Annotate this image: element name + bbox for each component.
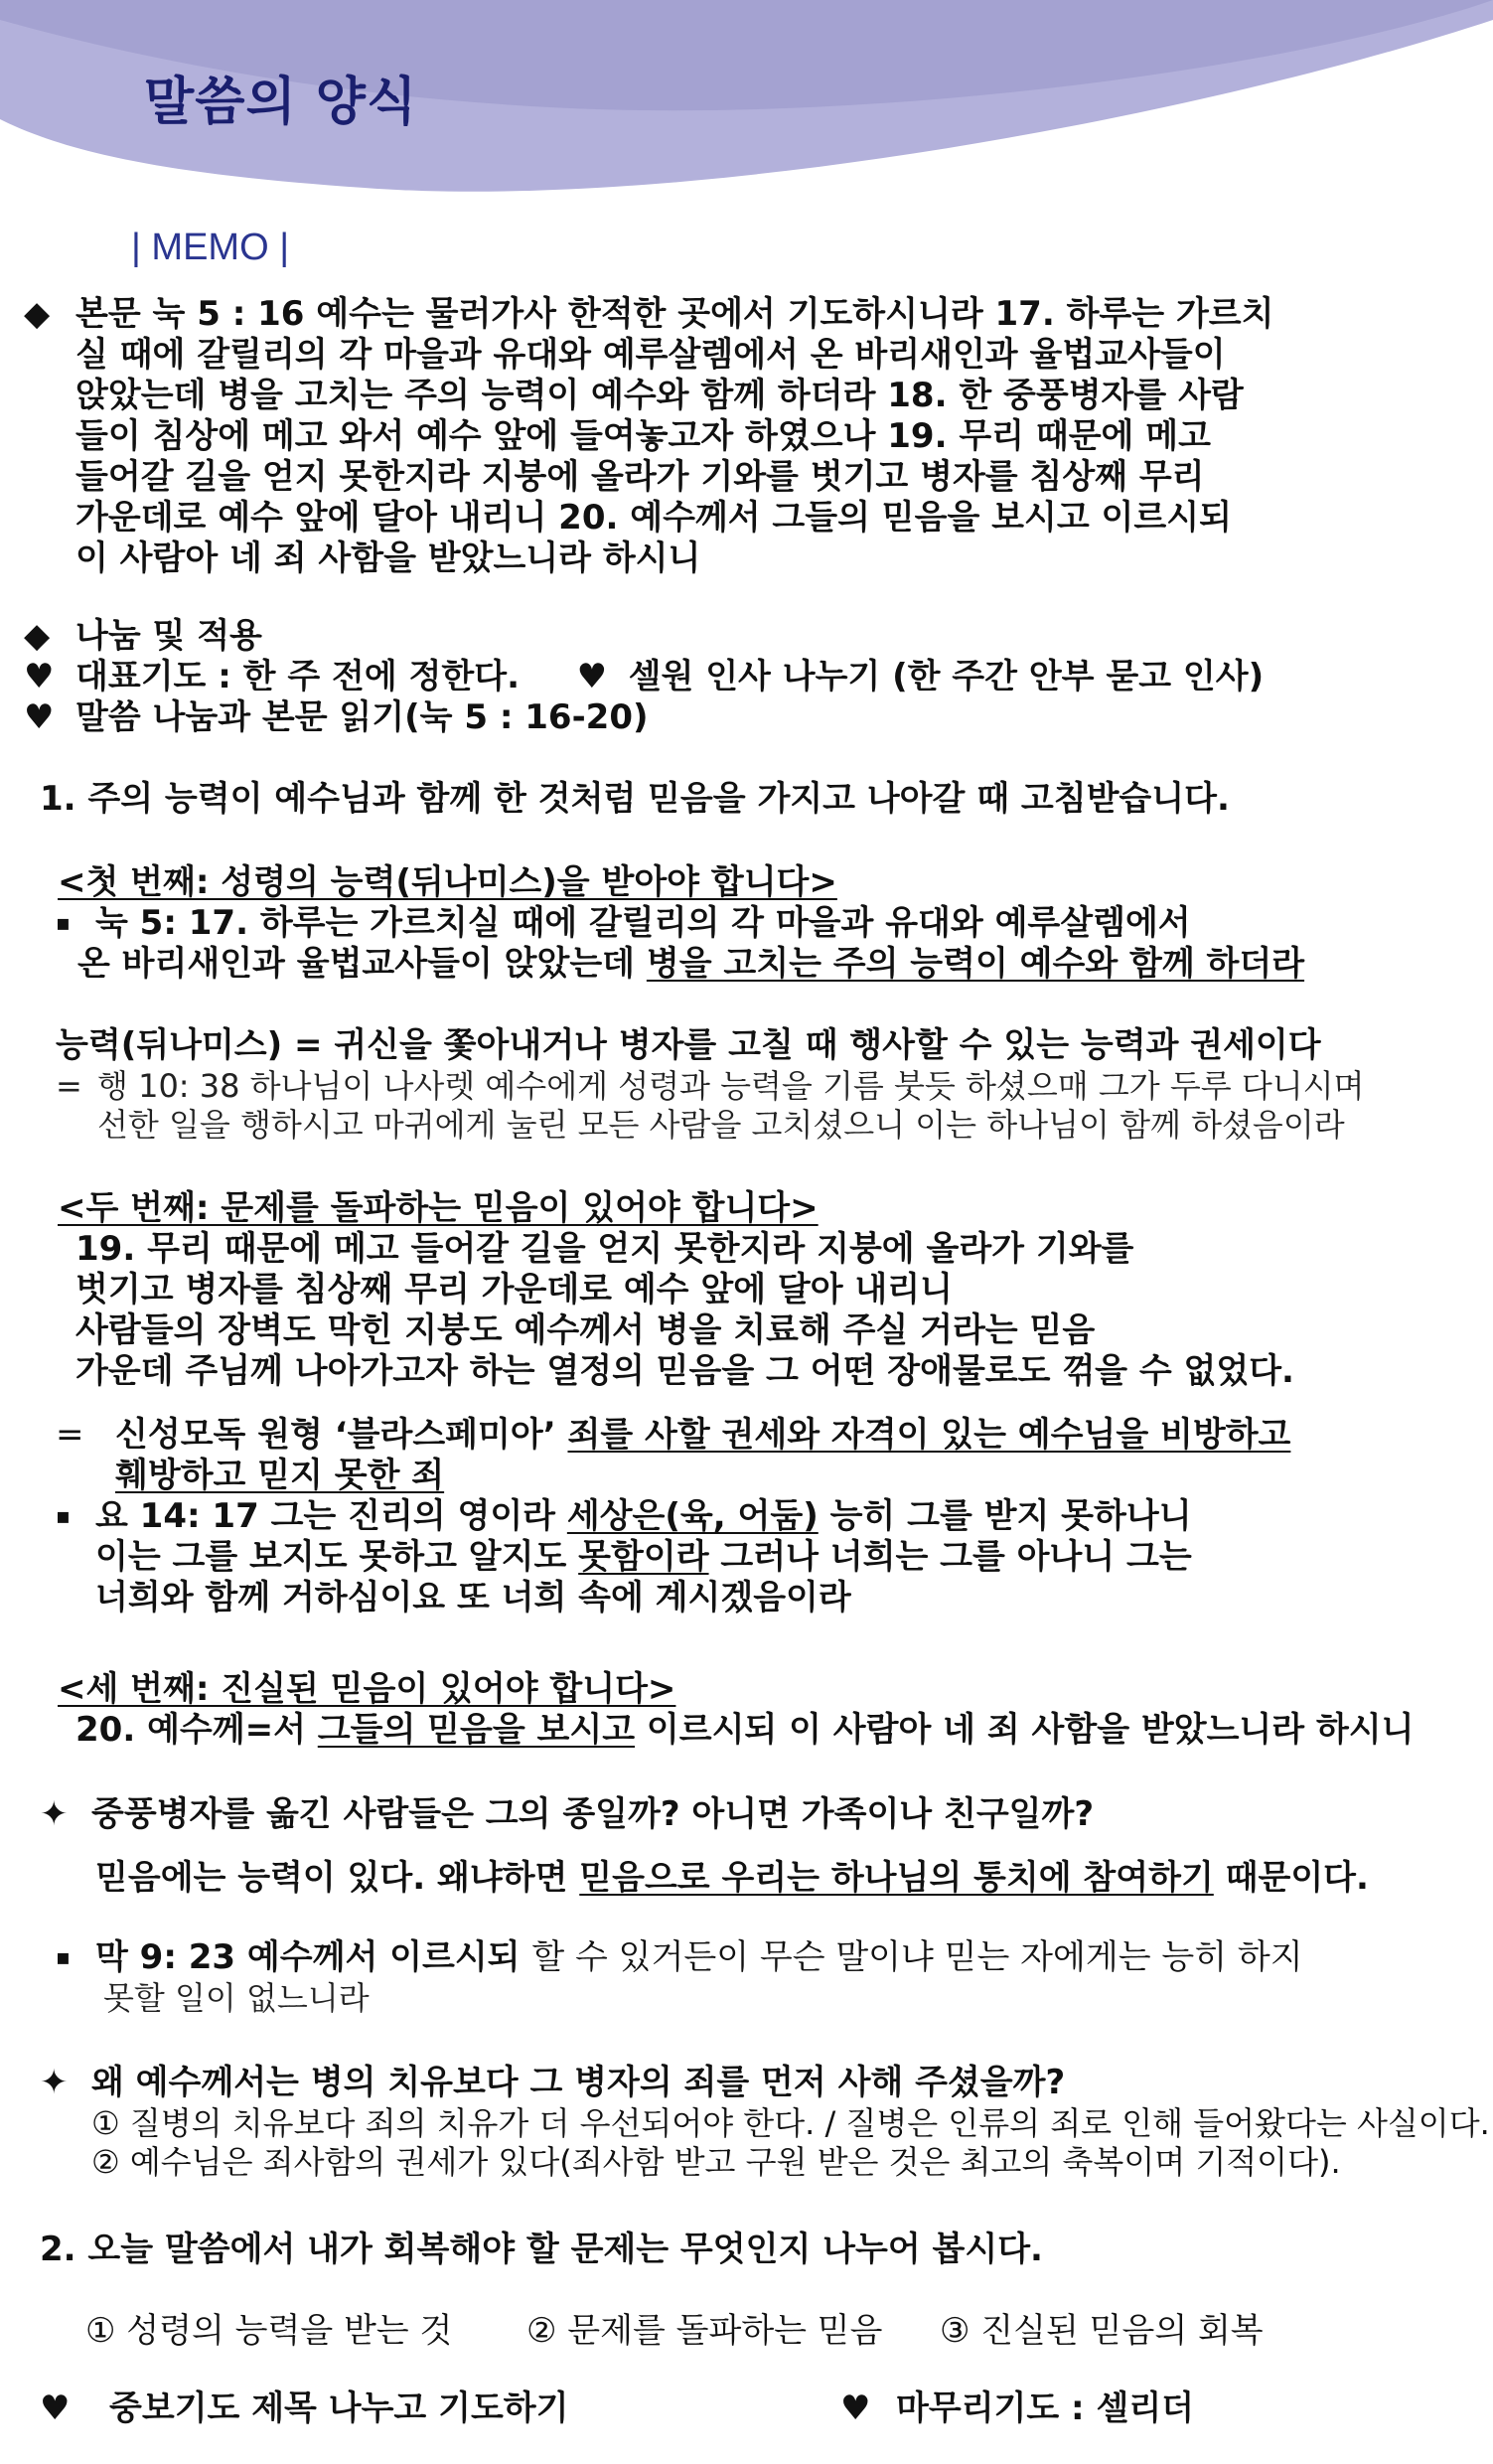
star-icon: ✦ [40,1794,69,1834]
prayer-line: ♥ 대표기도 : 한 주 전에 정한다. ♥ 셀원 인사 나누기 (한 주간 안부 묻고 인사) [24,657,1265,696]
equals-icon: = [56,1415,84,1455]
square-bullet-icon: ▪ [56,1945,71,1970]
luke-line-1: ▪ 눅 5: 17. 하루는 가르치실 때에 갈릴리의 각 마을과 유대와 예루살렘에서 [56,903,1191,943]
mark-line-1: ▪ 막 9: 23 예수께서 이르시되 할 수 있거든이 무슨 말이냐 믿는 자에게는 능히 하지 [56,1937,1303,1977]
option-2: ② 문제를 돌파하는 믿음 [526,2311,883,2351]
carriers-question: ✦ 중풍병자를 옮긴 사람들은 그의 종일까? 아니면 가족이나 친구일까? [40,1794,1095,1834]
second-heading: <두 번째: 문제를 돌파하는 믿음이 있어야 합니다> [58,1188,819,1228]
acts-line-1: = 행 10: 38 하나님이 나사렛 예수에게 성령과 능력을 기름 붓듯 하셨으매 그가 두루 다니시며 [56,1067,1365,1105]
heart-icon: ♥ [576,657,608,696]
memo-label: | MEMO | [131,227,290,268]
third-heading: <세 번째: 진실된 믿음이 있어야 합니다> [58,1669,676,1709]
word-share-line: ♥ 말씀 나눔과 본문 읽기(눅 5 : 16-20) [24,697,649,737]
john-line-2: 이는 그를 보지도 못하고 알지도 못함이라 그러나 너희는 그를 아나니 그는 [95,1537,1192,1577]
bonmun-line-2: 실 때에 갈릴리의 각 마을과 유대와 예루살렘에서 온 바리새인과 율법교사들이 [75,335,1226,375]
diamond-icon: ◆ [24,616,51,656]
answer-2: ② 예수님은 죄사함의 권세가 있다(죄사함 받고 구원 받은 것은 최고의 축복이며 기적이다). [91,2143,1341,2181]
mark-line-2: 못할 일이 없느니라 [103,1979,370,2017]
intercession-line: ♥ 중보기도 제목 나누고 기도하기 [40,2388,569,2428]
v19-line-1: 19. 무리 때문에 메고 들어갈 길을 얻지 못한지라 지붕에 올라가 기와를 [75,1229,1134,1269]
square-bullet-icon: ▪ [56,1504,71,1529]
bonmun-line-3: 앉았는데 병을 고치는 주의 능력이 예수와 함께 하더라 18. 한 중풍병자를 사람 [75,376,1244,415]
question-1: 1. 주의 능력이 예수님과 함께 한 것처럼 믿음을 가지고 나아갈 때 고침받습니다. [40,779,1230,819]
answer-1: ① 질병의 치유보다 죄의 치유가 더 우선되어야 한다. / 질병은 인류의 죄로 인해 들어왔다는 사실이다. [91,2104,1490,2142]
bonmun-line-1: ◆ 본문 눅 5 : 16 예수는 물러가사 한적한 곳에서 기도하시니라 17. 하루는 가르치 [24,294,1274,334]
john-line-3: 너희와 함께 거하심이요 또 너희 속에 계시겠음이라 [95,1578,851,1617]
blasphemy-line-1: = 신성모독 원형 ‘블라스페미아’ 죄를 사할 권세와 자격이 있는 예수님을 비방하고 [56,1415,1291,1455]
star-icon: ✦ [40,2063,69,2102]
bonmun-line-6: 가운데로 예수 앞에 달아 내리니 20. 예수께서 그들의 믿음을 보시고 이르시되 [75,498,1232,538]
heart-icon: ♥ [40,2388,71,2428]
john-line-1: ▪ 요 14: 17 그는 진리의 영이라 세상은(육, 어둠) 능히 그를 받지 못하나니 [56,1496,1192,1536]
bonmun-line-5: 들어갈 길을 얻지 못한지라 지붕에 올라가 기와를 벗기고 병자를 침상째 무리 [75,457,1205,497]
option-3: ③ 진실된 믿음의 회복 [940,2311,1264,2351]
heart-icon: ♥ [840,2388,871,2428]
heart-icon: ♥ [24,657,55,696]
blasphemy-line-2: 훼방하고 믿지 못한 죄 [115,1456,445,1495]
diamond-icon: ◆ [24,294,51,334]
luke-line-2: 온 바리새인과 율법교사들이 앉았는데 병을 고치는 주의 능력이 예수와 함께 하더라 [77,944,1305,984]
dunamis-definition: 능력(뒤나미스) = 귀신을 쫓아내거나 병자를 고칠 때 행사할 수 있는 능력과 권세이다 [56,1025,1321,1065]
people-line-1: 사람들의 장벽도 막힌 지붕도 예수께서 병을 치료해 주실 거라는 믿음 [75,1310,1096,1350]
acts-line-2: 선한 일을 행하시고 마귀에게 눌린 모든 사람을 고치셨으니 이는 하나님이 함께 하셨음이라 [97,1106,1345,1144]
v19-line-2: 벗기고 병자를 침상째 무리 가운데로 예수 앞에 달아 내리니 [75,1270,953,1309]
v20-line: 20. 예수께=서 그들의 믿음을 보시고 이르시되 이 사람아 네 죄 사함을 받았느니라 하시니 [75,1710,1415,1750]
page-title: 말씀의 양식 [144,73,418,132]
faith-line: 믿음에는 능력이 있다. 왜냐하면 믿음으로 우리는 하나님의 통치에 참여하기 때문이다. [95,1858,1369,1898]
first-heading: <첫 번째: 성령의 능력(뒤나미스)을 받아야 합니다> [58,862,837,902]
why-question: ✦ 왜 예수께서는 병의 치유보다 그 병자의 죄를 먼저 사해 주셨을까? [40,2063,1066,2102]
option-1: ① 성령의 능력을 받는 것 [85,2311,453,2351]
closing-line: ♥ 마무리기도 : 셀리더 [840,2388,1195,2428]
square-bullet-icon: ▪ [56,911,71,936]
question-2: 2. 오늘 말씀에서 내가 회복해야 할 문제는 무엇인지 나누어 봅시다. [40,2230,1043,2269]
bonmun-line-4: 들이 침상에 메고 와서 예수 앞에 들여놓고자 하였으나 19. 무리 때문에 메고 [75,416,1211,456]
people-line-2: 가운데 주님께 나아가고자 하는 열정의 믿음을 그 어떤 장애물로도 꺾을 수 없었다. [75,1351,1294,1391]
bonmun-line-7: 이 사람아 네 죄 사함을 받았느니라 하시니 [75,539,701,578]
sharing-heading: ◆ 나눔 및 적용 [24,616,262,656]
equals-icon: = [56,1067,82,1105]
heart-icon: ♥ [24,697,55,737]
